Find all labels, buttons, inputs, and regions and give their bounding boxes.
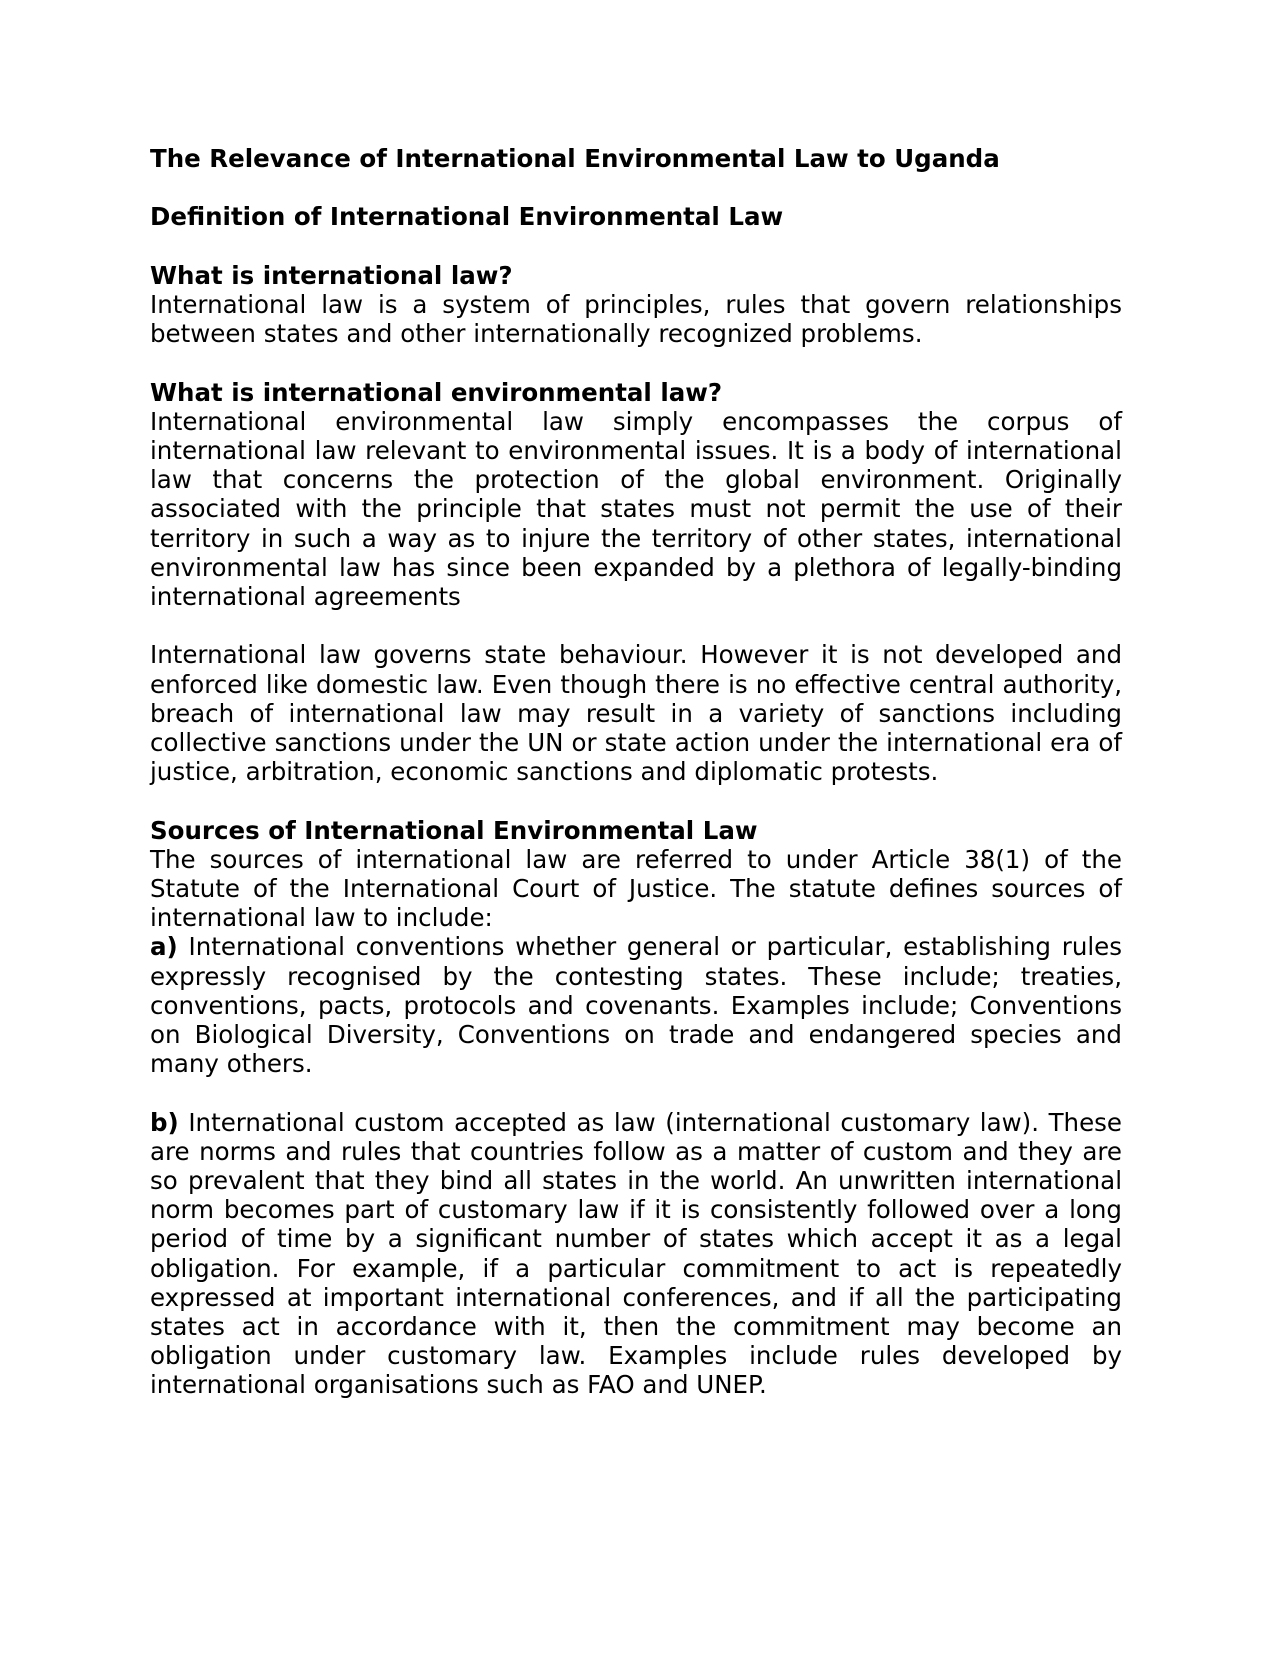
spacer	[150, 232, 1122, 261]
document-title: The Relevance of International Environmental Law to Uganda	[150, 144, 1000, 173]
q1-heading: What is international law?	[150, 260, 513, 290]
list-item-a	[150, 932, 1122, 1078]
sources-intro: The sources of international law are referred to under Article 38(1) of the Statute of the International Court of Justice. The statute defines sources of international law to include:	[150, 844, 1122, 933]
spacer	[150, 173, 1122, 202]
q1-answer: International law is a system of principles, rules that govern relationships between states and other internationally recognized problems.	[150, 289, 1122, 349]
governance-paragraph: International law governs state behaviour. However it is not developed and enforced like domestic law. Even though there is no effective central authority, breach of international law may result in a variety of sanctions including collective sanctions under the UN or state action under the international era of justice, arbitration, economic sanctions and diplomatic protests.	[150, 640, 1122, 787]
sources-heading: Sources of International Environmental Law	[150, 815, 758, 845]
definition-heading: Definition of International Environmental Law	[150, 202, 784, 232]
list-item-b	[150, 1108, 1122, 1400]
spacer	[150, 611, 1122, 640]
document-page	[150, 144, 1122, 1400]
item-a-text: International conventions whether general or particular, establishing rules expressly recognised by the contesting states. These include; treaties, conventions, pacts, protocols and covenants. Examples include; Conventions on Biological Diversity, Conventions on trade and endangered species and many others.	[150, 932, 1122, 1079]
spacer	[150, 348, 1122, 377]
item-a-label: a)	[150, 932, 178, 962]
item-b-text: International custom accepted as law (international customary law). These are norms and rules that countries follow as a matter of custom and they are so prevalent that they bind all states in the world. An unwritten international norm becomes part of customary law if it is consistently followed over a long period of time by a significant number of states which accept it as a legal obligation. For example, if a particular commitment to act is repeatedly expressed at important international conferences, and if all the participating states act in accordance with it, then the commitment may become an obligation under customary law. Examples include rules developed by international organisations such as FAO and UNEP.	[150, 1107, 1122, 1400]
q2-answer: International environmental law simply encompasses the corpus of international law relevant to environmental issues. It is a body of international law that concerns the protection of the global environment. Originally associated with the principle that states must not permit the use of their territory in such a way as to injure the territory of other states, international environmental law has since been expanded by a plethora of legally-binding international agreements	[150, 406, 1122, 611]
q2-heading: What is international environmental law?	[150, 377, 723, 407]
item-b-label: b)	[150, 1107, 179, 1137]
spacer	[150, 786, 1122, 815]
spacer	[150, 1078, 1122, 1107]
